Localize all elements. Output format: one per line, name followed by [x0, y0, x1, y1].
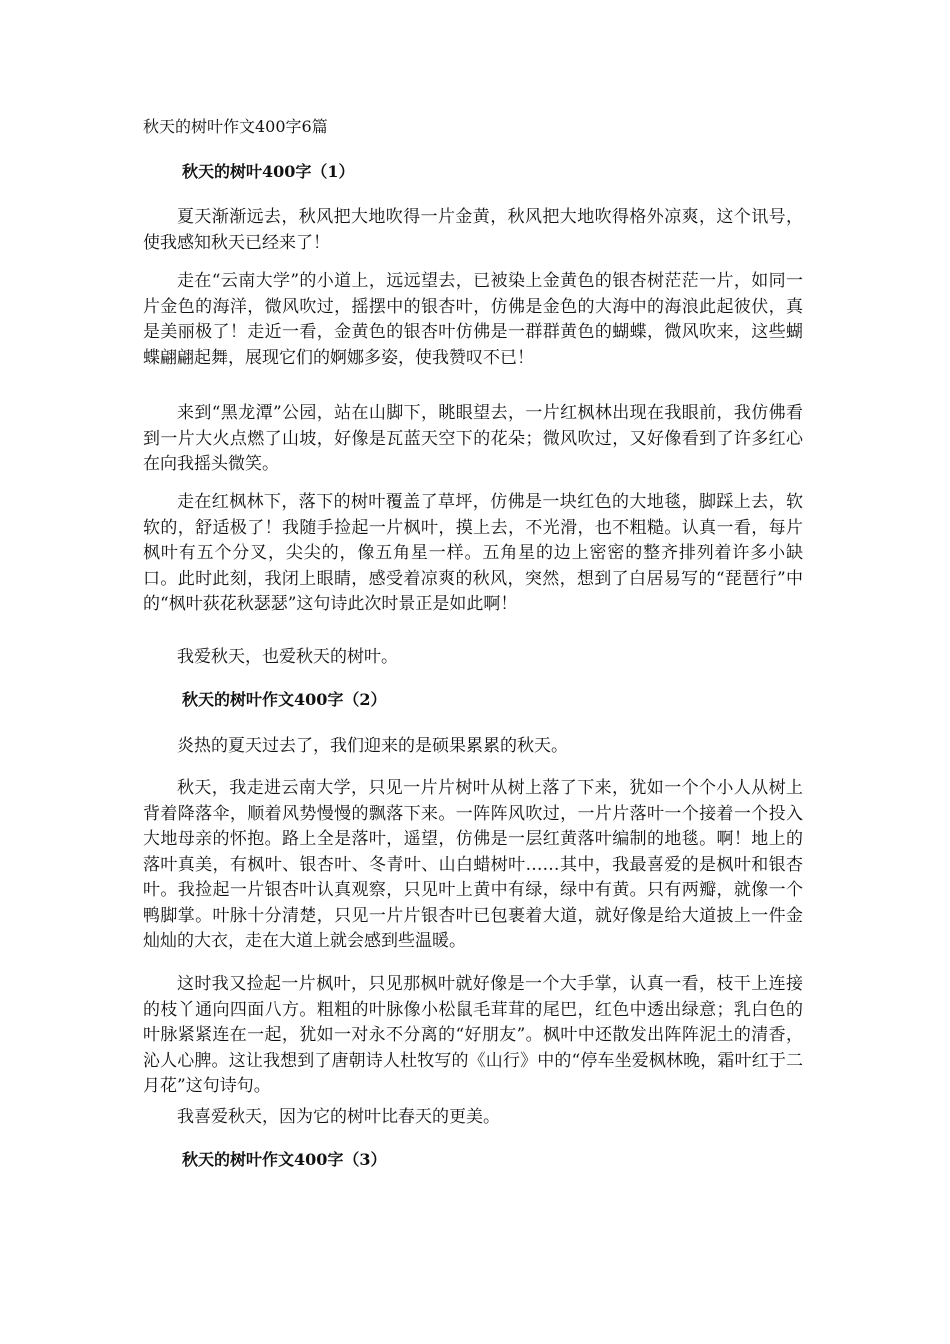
section-1-paragraph-2: 走在“云南大学”的小道上，远远望去，已被染上金黄色的银杏树茫茫一片，如同一片金色的海洋，微风吹过，摇摆中的银杏叶，仿佛是金色的大海中的海浪此起彼伏，真是美丽极了！走近一看，金黄色的银杏叶仿佛是一群群黄色的蝴蝶，微风吹来，这些蝴蝶翩翩起舞，展现它们的婀娜多姿，使我赞叹不已！ — [143, 271, 803, 368]
section-2-paragraph-1: 炎热的夏天过去了，我们迎来的是硕果累累的秋天。 — [177, 736, 568, 756]
section-2-heading: 秋天的树叶作文400字（2） — [182, 690, 387, 709]
section-2-paragraph-2: 秋天，我走进云南大学，只见一片片树叶从树上落了下来，犹如一个个小人从树上背着降落伞，顺着风势慢慢的飘落下来。一阵阵风吹过，一片片落叶一个接着一个投入大地母亲的怀抱。路上全是落叶，遥望，仿佛是一层红黄落叶编制的地毯。啊！地上的落叶真美，有枫叶、银杏叶、冬青叶、山白蜡树叶……其中，我最喜爱的是枫叶和银杏叶。我捡起一片银杏叶认真观察，只见叶上黄中有绿，绿中有黄。只有两瓣，就像一个鸭脚掌。叶脉十分清楚，只见一片片银杏叶已包裹着大道，就好像是给大道披上一件金灿灿的大衣，走在大道上就会感到些温暖。 — [143, 778, 803, 951]
document-title: 秋天的树叶作文400字6篇 — [143, 117, 328, 136]
section-1-paragraph-5: 我爱秋天，也爱秋天的树叶。 — [177, 647, 398, 667]
section-1-paragraph-3: 来到“黑龙潭”公园，站在山脚下，眺眼望去，一片红枫林出现在我眼前，我仿佛看到一片大火点燃了山坡，好像是瓦蓝天空下的花朵；微风吹过，又好像看到了许多红心在向我摇头微笑。 — [143, 403, 803, 474]
section-2-paragraph-3: 这时我又捡起一片枫叶，只见那枫叶就好像是一个大手掌，认真一看，枝干上连接的枝丫通向四面八方。粗粗的叶脉像小松鼠毛茸茸的尾巴，红色中透出绿意；乳白色的叶脉紧紧连在一起，犹如一对永不分离的“好朋友”。枫叶中还散发出阵阵泥土的清香，沁人心脾。这让我想到了唐朝诗人杜牧写的《山行》中的“停车坐爱枫林晚，霜叶红于二月花”这句诗句。 — [143, 974, 803, 1096]
section-1-paragraph-1: 夏天渐渐远去，秋风把大地吹得一片金黄，秋风把大地吹得格外凉爽，这个讯号，使我感知秋天已经来了！ — [143, 207, 803, 253]
section-1-paragraph-4: 走在红枫林下，落下的树叶覆盖了草坪，仿佛是一块红色的大地毯，脚踩上去，软软的，舒适极了！我随手捡起一片枫叶，摸上去，不光滑，也不粗糙。认真一看，每片枫叶有五个分叉，尖尖的，像五角星一样。五角星的边上密密的整齐排列着许多小缺口。此时此刻，我闭上眼睛，感受着凉爽的秋风，突然，想到了白居易写的“琵琶行”中的“枫叶荻花秋瑟瑟”这句诗此次时景正是如此啊！ — [143, 492, 803, 614]
section-1-heading: 秋天的树叶400字（1） — [182, 162, 355, 181]
section-2-paragraph-4: 我喜爱秋天，因为它的树叶比春天的更美。 — [177, 1107, 500, 1127]
section-3-heading: 秋天的树叶作文400字（3） — [182, 1150, 387, 1169]
